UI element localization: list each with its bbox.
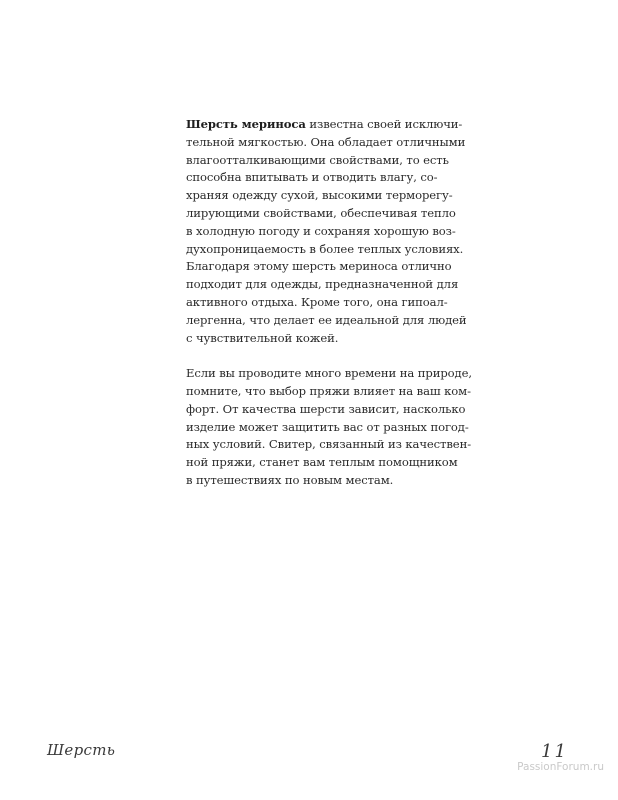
text-line: Благодаря этому шерсть мериноса отлично (186, 259, 452, 274)
paragraph-yarn-choice (186, 365, 472, 490)
text-line: Если вы проводите много времени на природе, (186, 366, 472, 381)
text-line: влагоотталкивающими свойствами, то есть (186, 152, 449, 167)
text-line: духопроницаемость в более теплых условиях. (186, 241, 464, 256)
text-line-rest: известна своей исключи- (305, 117, 463, 131)
footer-section-title: Шерсть (47, 741, 116, 759)
page-number: 11 (541, 741, 568, 762)
text-line: способна впитывать и отводить влагу, со- (186, 170, 438, 185)
text-line: тельной мягкостью. Она обладает отличными (186, 134, 466, 149)
text-line: лергенна, что делает ее идеальной для людей (186, 312, 467, 327)
text-line: лирующими свойствами, обеспечивая тепло (186, 205, 456, 220)
text-line: помните, что выбор пряжи влияет на ваш ком- (186, 383, 471, 398)
paragraph-merino-wool (186, 116, 467, 347)
text-line: подходит для одежды, предназначенной для (186, 277, 459, 292)
text-line (186, 116, 463, 134)
text-line: форт. От качества шерсти зависит, насколько (186, 401, 466, 416)
text-line: храняя одежду сухой, высокими терморегу- (186, 188, 453, 203)
text-line: в путешествиях по новым местам. (186, 472, 394, 487)
watermark: PassionForum.ru (517, 761, 604, 773)
text-line: изделие может защитить вас от разных погод- (186, 419, 469, 434)
text-line: в холодную погоду и сохраняя хорошую воз- (186, 223, 456, 238)
text-line: с чувствительной кожей. (186, 330, 339, 345)
article-body (186, 116, 472, 490)
lead-phrase: Шерсть мериноса (186, 117, 306, 131)
text-line: ных условий. Свитер, связанный из качествен- (186, 437, 472, 452)
text-line: активного отдыха. Кроме того, она гипоал- (186, 294, 448, 309)
text-line: ной пряжи, станет вам теплым помощником (186, 455, 458, 470)
